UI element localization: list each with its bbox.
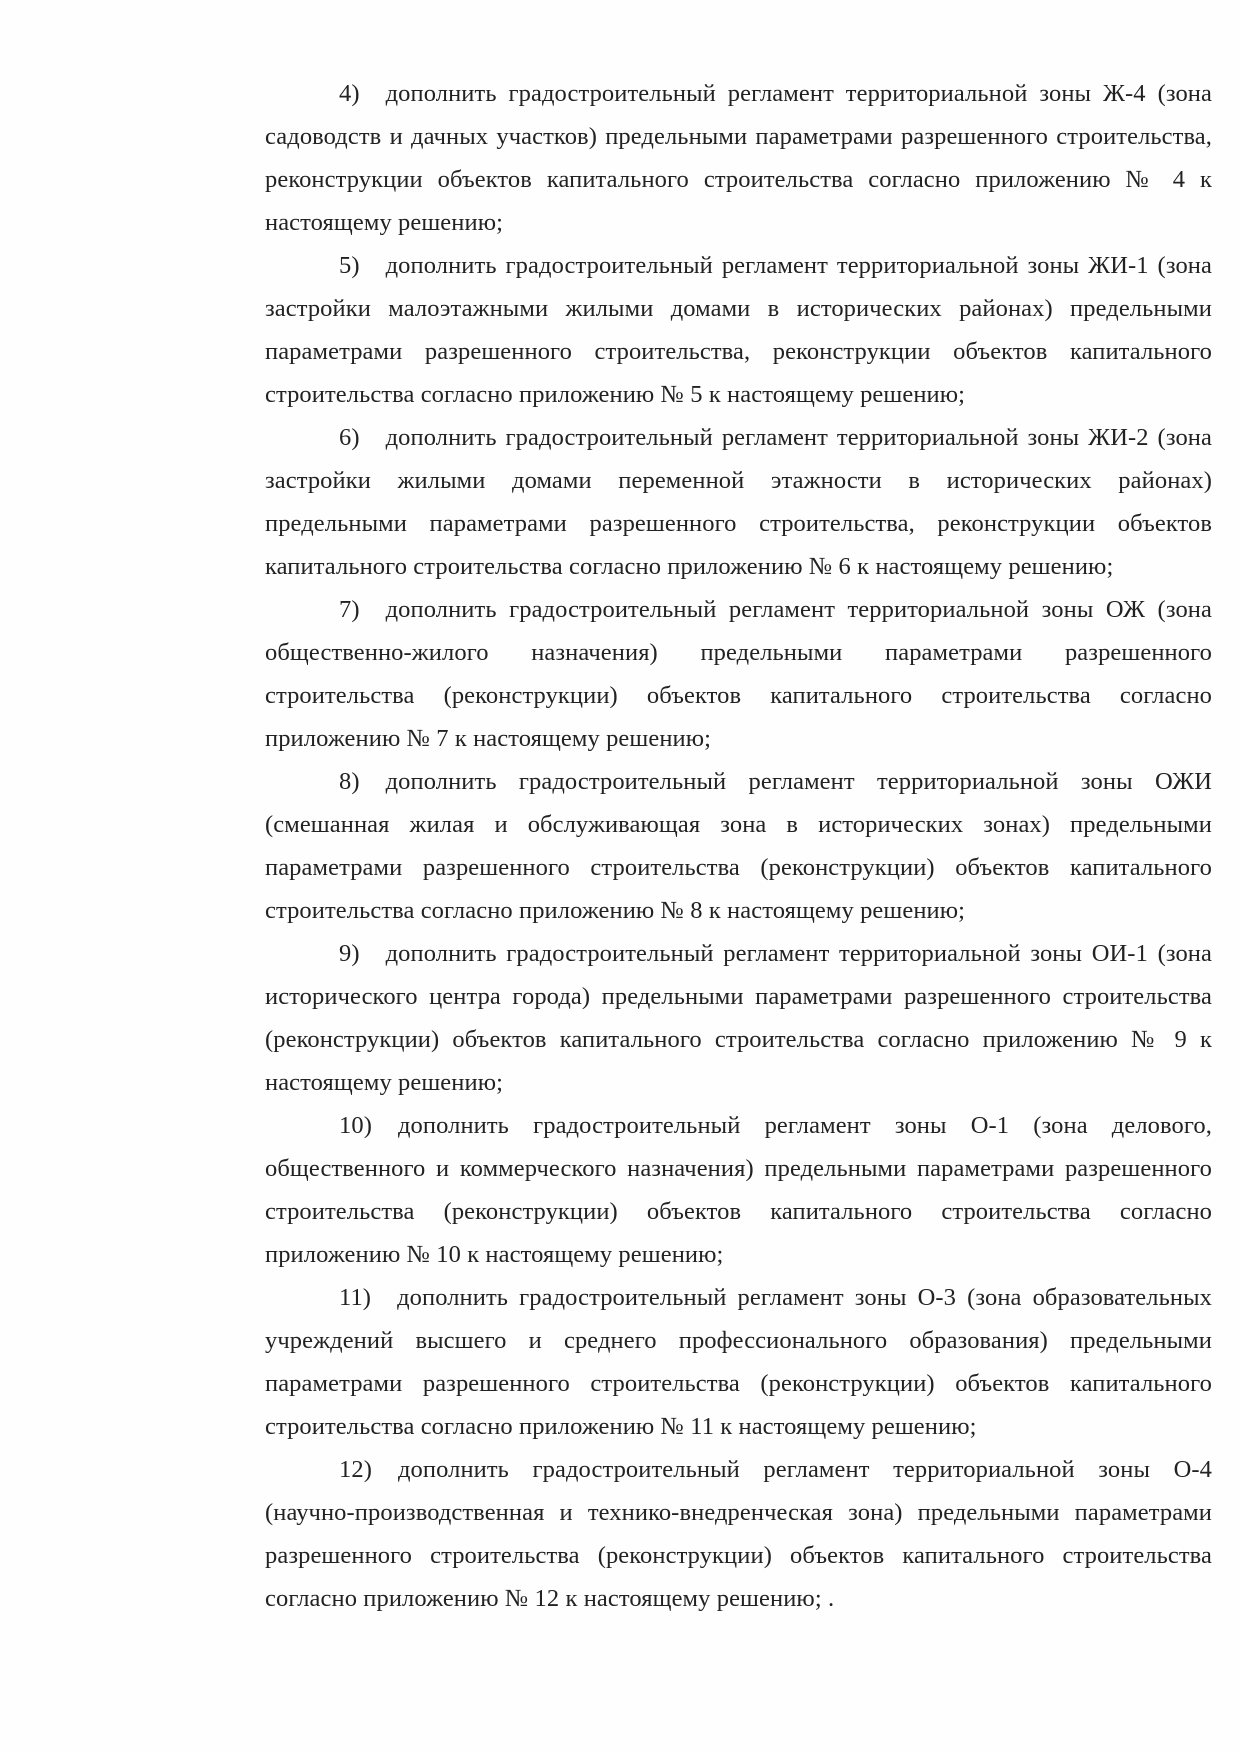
item-number: 4) — [339, 80, 360, 107]
item-text: дополнить градостроительный регламент территориальной зоны ЖИ-1 (зона застройки малоэтажными жилыми домами в исторических районах) предельными параметрами разрешенного строительства, реконструкции объектов капитального строительства согласно приложению № 5 к настоящему решению; — [265, 252, 1212, 408]
item-text: дополнить градостроительный регламент территориальной зоны ОИ-1 (зона исторического центра города) предельными параметрами разрешенного строительства (реконструкции) объектов капитального строительства согласно приложению № 9 к настоящему решению; — [265, 940, 1212, 1096]
item-number: 9) — [339, 940, 360, 967]
item-text: дополнить градостроительный регламент территориальной зоны ОЖИ (смешанная жилая и обслуживающая зона в исторических зонах) предельными параметрами разрешенного строительства (реконструкции) объектов капитального строительства согласно приложению № 8 к настоящему решению; — [265, 768, 1212, 924]
list-item-12 — [265, 1448, 1212, 1620]
item-number: 8) — [339, 768, 360, 795]
list-item-8 — [265, 760, 1212, 932]
list-item-6 — [265, 416, 1212, 588]
list-item-11 — [265, 1276, 1212, 1448]
item-number: 10) — [339, 1112, 372, 1139]
item-number: 6) — [339, 424, 360, 451]
item-number: 5) — [339, 252, 360, 279]
item-text: дополнить градостроительный регламент территориальной зоны ОЖ (зона общественно-жилого назначения) предельными параметрами разрешенного строительства (реконструкции) объектов капитального строительства согласно приложению № 7 к настоящему решению; — [265, 596, 1212, 752]
list-item-9 — [265, 932, 1212, 1104]
item-number: 11) — [339, 1284, 372, 1311]
item-number: 7) — [339, 596, 360, 623]
item-text: дополнить градостроительный регламент территориальной зоны Ж-4 (зона садоводств и дачных участков) предельными параметрами разрешенного строительства, реконструкции объектов капитального строительства согласно приложению № 4 к настоящему решению; — [265, 80, 1212, 236]
item-number: 12) — [339, 1456, 372, 1483]
item-text: дополнить градостроительный регламент зоны О-3 (зона образовательных учреждений высшего и среднего профессионального образования) предельными параметрами разрешенного строительства (реконструкции) объектов капитального строительства согласно приложению № 11 к настоящему решению; — [265, 1284, 1212, 1440]
item-text: дополнить градостроительный регламент территориальной зоны ЖИ-2 (зона застройки жилыми домами переменной этажности в исторических районах) предельными параметрами разрешенного строительства, реконструкции объектов капитального строительства согласно приложению № 6 к настоящему решению; — [265, 424, 1212, 580]
list-item-7 — [265, 588, 1212, 760]
item-text: дополнить градостроительный регламент территориальной зоны О-4 (научно-производственная и технико-внедренческая зона) предельными параметрами разрешенного строительства (реконструкции) объектов капитального строительства согласно приложению № 12 к настоящему решению; . — [265, 1456, 1212, 1612]
list-item-10 — [265, 1104, 1212, 1276]
item-text: дополнить градостроительный регламент зоны О-1 (зона делового, общественного и коммерческого назначения) предельными параметрами разрешенного строительства (реконструкции) объектов капитального строительства согласно приложению № 10 к настоящему решению; — [265, 1112, 1212, 1268]
list-item-5 — [265, 244, 1212, 416]
list-item-4 — [265, 72, 1212, 244]
